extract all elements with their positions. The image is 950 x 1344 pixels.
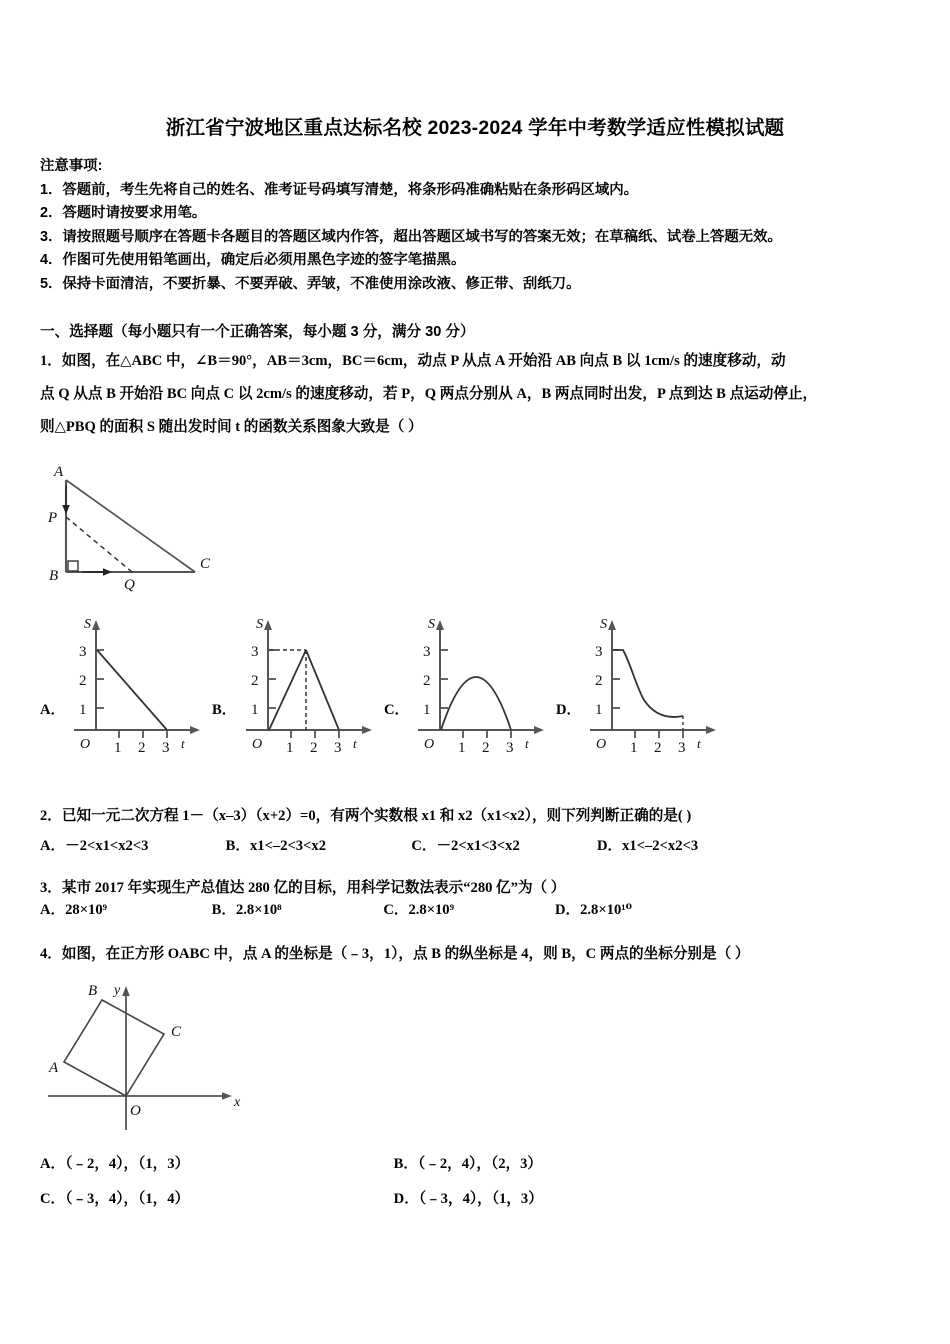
question-2-options xyxy=(40,834,920,855)
question-1-line-1: 1．如图，在△ABC 中，∠B＝90°，AB＝3cm，BC＝6cm，动点 P 从点 A 开始沿 AB 向点 B 以 1cm/s 的速度移动，动 xyxy=(40,353,786,369)
question-4-options-row-2 xyxy=(40,1187,920,1208)
graph-C-origin: O xyxy=(424,737,435,752)
question-1-line-2: 点 Q 从点 B 开始沿 BC 向点 C 以 2cm/s 的速度移动，若 P，Q 两点分别从 A，B 两点同时出发，P 点到达 B 点运动停止， xyxy=(40,386,818,402)
graph-B-ylabel: S xyxy=(256,617,263,632)
graph-D-xtick-3: 3 xyxy=(678,740,686,756)
graph-D-xtick-1: 1 xyxy=(630,740,638,756)
graph-A-svg xyxy=(62,612,212,760)
graph-D-xlabel: t xyxy=(697,736,701,751)
question-3-option-D[interactable]: D．2.8×10¹⁰ xyxy=(554,902,633,918)
triangle-label-B: B xyxy=(49,568,59,584)
triangle-diagram-svg xyxy=(40,462,255,597)
graph-option-A-label: A． xyxy=(40,702,66,718)
graph-A-ytick-2: 2 xyxy=(79,673,87,689)
graph-D-origin: O xyxy=(596,737,607,752)
question-4-square-figure xyxy=(42,978,252,1133)
graph-C-ylabel: S xyxy=(428,617,435,632)
square-axis-label-x: x xyxy=(234,1095,241,1110)
square-label-O: O xyxy=(130,1103,141,1119)
graph-C-xtick-1: 1 xyxy=(458,740,466,756)
graph-D-xtick-2: 2 xyxy=(654,740,662,756)
graph-A-xtick-1: 1 xyxy=(114,740,122,756)
graph-option-D[interactable] xyxy=(554,608,729,763)
graph-A-origin: O xyxy=(80,737,91,752)
question-1-line-3: 则△PBQ 的面积 S 随出发时间 t 的函数关系图象大致是（ ） xyxy=(40,419,423,435)
question-4-option-D[interactable]: D．（﹣3，4），（1，3） xyxy=(393,1191,543,1207)
section-heading: 一、选择题（每小题只有一个正确答案，每小题 3 分，满分 30 分） xyxy=(40,324,475,340)
graph-option-B-label: B． xyxy=(212,702,237,718)
triangle-label-Q: Q xyxy=(124,577,135,593)
graph-A-xtick-3: 3 xyxy=(162,740,170,756)
notice-item-5: 5．保持卡面清洁，不要折暴、不要弄破、弄皱，不准使用涂改液、修正带、刮纸刀。 xyxy=(40,275,581,292)
square-diagram-svg xyxy=(42,978,252,1133)
graph-C-ytick-2: 2 xyxy=(423,673,431,689)
graph-A-xtick-2: 2 xyxy=(138,740,146,756)
notice-heading: 注意事项: xyxy=(40,158,103,174)
question-2-text: 2．已知一元二次方程 1－（x–3）（x+2）=0，有两个实数根 x1 和 x2（x1<x2），则下列判断正确的是( ) xyxy=(40,808,692,824)
graph-B-xtick-1: 1 xyxy=(286,740,294,756)
question-3-options xyxy=(40,898,920,919)
graph-option-C-label: C． xyxy=(384,702,410,718)
triangle-label-C: C xyxy=(200,556,211,572)
question-2-option-B[interactable]: B．x1<–2<3<x2 xyxy=(225,838,327,854)
notice-item-3: 3．请按照题号顺序在答题卡各题目的答题区域内作答，超出答题区域书写的答案无效；在草稿纸、试卷上答题无效。 xyxy=(40,228,782,245)
square-label-B: B xyxy=(88,983,98,999)
triangle-label-P: P xyxy=(48,510,58,526)
square-label-A: A xyxy=(49,1060,59,1076)
graph-B-svg xyxy=(234,612,384,760)
graph-B-xlabel: t xyxy=(353,736,357,751)
graph-D-svg xyxy=(578,612,728,760)
question-4-option-B[interactable]: B．（﹣2，4），（2，3） xyxy=(393,1156,543,1172)
graph-B-ytick-3: 3 xyxy=(251,644,259,660)
question-4-option-A[interactable]: A．（﹣2，4），（1，3） xyxy=(40,1156,190,1172)
graph-option-B[interactable] xyxy=(210,608,385,763)
graph-B-xtick-2: 2 xyxy=(310,740,318,756)
question-1-triangle-figure xyxy=(40,462,255,597)
graph-D-ytick-1: 1 xyxy=(595,702,603,718)
question-2-option-C[interactable]: C．－2<x1<3<x2 xyxy=(411,838,520,854)
question-1-text xyxy=(40,345,922,444)
question-4-option-C[interactable]: C．（﹣3，4），（1，4） xyxy=(40,1191,190,1207)
graph-D-ytick-3: 3 xyxy=(595,644,603,660)
graph-A-xlabel: t xyxy=(181,736,185,751)
question-2-option-A[interactable]: A．－2<x1<x2<3 xyxy=(40,838,149,854)
graph-B-ytick-1: 1 xyxy=(251,702,259,718)
notice-section xyxy=(40,155,920,296)
graph-A-ylabel: S xyxy=(84,617,91,632)
square-label-C: C xyxy=(171,1024,182,1040)
question-3-option-A[interactable]: A．28×10⁹ xyxy=(40,902,108,918)
page-title: 浙江省宁波地区重点达标名校 2023-2024 学年中考数学适应性模拟试题 xyxy=(165,117,785,139)
graph-C-xlabel: t xyxy=(525,736,529,751)
square-axis-label-y: y xyxy=(114,983,121,998)
graph-D-ylabel: S xyxy=(600,617,607,632)
graph-A-ytick-1: 1 xyxy=(79,702,87,718)
graph-C-svg xyxy=(406,612,556,760)
notice-item-2: 2．答题时请按要求用笔。 xyxy=(40,205,207,221)
graph-A-ytick-3: 3 xyxy=(79,644,87,660)
graph-B-origin: O xyxy=(252,737,263,752)
graph-C-xtick-2: 2 xyxy=(482,740,490,756)
question-4-options-row-1 xyxy=(40,1152,920,1173)
question-4-text: 4．如图，在正方形 OABC 中，点 A 的坐标是（﹣3，1），点 B 的纵坐标是 4，则 B，C 两点的坐标分别是（ ） xyxy=(40,946,750,962)
notice-item-1: 1．答题前，考生先将自己的姓名、准考证号码填写清楚，将条形码准确粘贴在条形码区域内。 xyxy=(40,181,639,198)
graph-option-C[interactable] xyxy=(382,608,557,763)
question-3-option-C[interactable]: C．2.8×10⁹ xyxy=(383,902,454,918)
graph-D-ytick-2: 2 xyxy=(595,673,603,689)
graph-option-A[interactable] xyxy=(38,608,213,763)
question-3-option-B[interactable]: B．2.8×10⁸ xyxy=(211,902,282,918)
graph-B-xtick-3: 3 xyxy=(334,740,342,756)
question-1-graph-options xyxy=(38,608,738,763)
question-3-text: 3．某市 2017 年实现生产总值达 280 亿的目标，用科学记数法表示“280 亿”为（ ） xyxy=(40,880,566,896)
graph-C-xtick-3: 3 xyxy=(506,740,514,756)
graph-option-D-label: D． xyxy=(556,702,582,718)
notice-item-4: 4．作图可先使用铅笔画出，确定后必须用黑色字迹的签字笔描黑。 xyxy=(40,252,466,268)
graph-B-ytick-2: 2 xyxy=(251,673,259,689)
graph-C-ytick-3: 3 xyxy=(423,644,431,660)
triangle-label-A: A xyxy=(54,464,64,480)
question-2-option-D[interactable]: D．x1<–2<x2<3 xyxy=(596,838,699,854)
graph-C-ytick-1: 1 xyxy=(423,702,431,718)
